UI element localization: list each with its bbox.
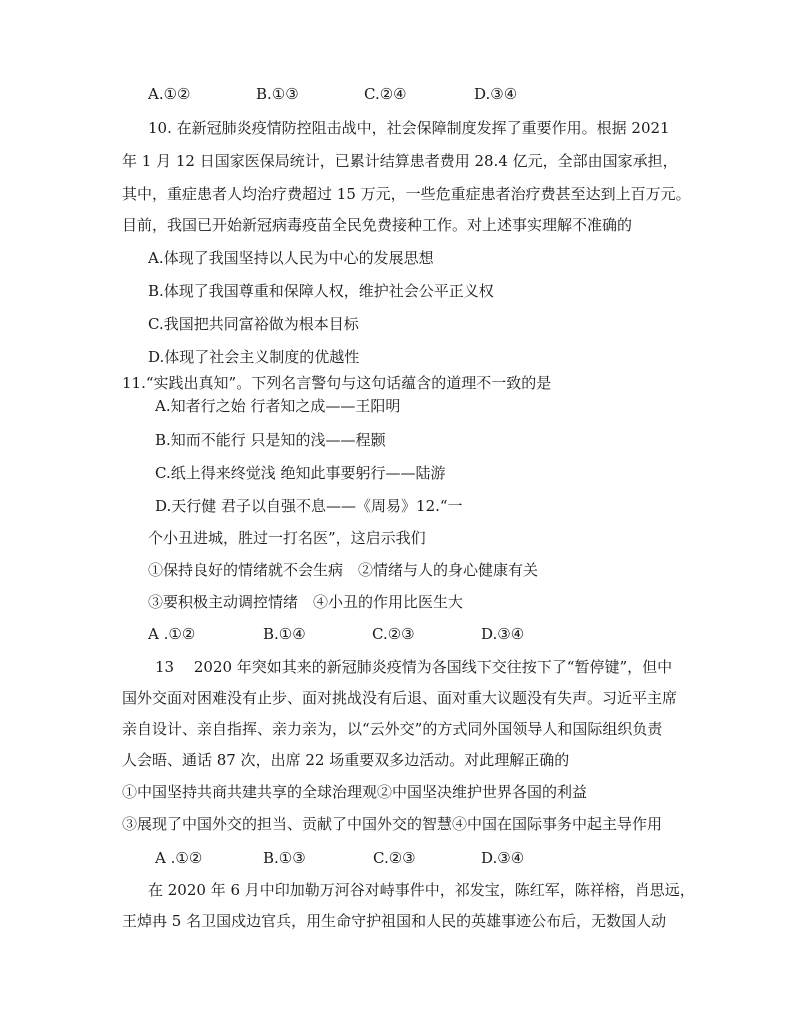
q10-option-a: A.体现了我国坚持以人民为中心的发展思想 — [148, 249, 434, 267]
option-a: A .①② — [148, 625, 196, 643]
q13-stem-line-1: 13 2020 年突如其来的新冠肺炎疫情为各国线下交往按下了“暂停键”，但中 — [155, 658, 673, 676]
option-d: D.③④ — [481, 849, 525, 867]
q11-option-c: C.纸上得来终觉浅 绝知此事要躬行——陆游 — [155, 464, 446, 482]
q10-option-d: D.体现了社会主义制度的优越性 — [148, 348, 360, 366]
q12-statements-1: ①保持良好的情绪就不会生病 ②情绪与人的身心健康有关 — [148, 561, 539, 579]
option-a: A.①② — [148, 85, 191, 103]
option-d: D.③④ — [474, 85, 518, 103]
q13-stem-line-4: 人会晤、通话 87 次，出席 22 场重要双多边活动。对此理解正确的 — [122, 751, 570, 769]
option-b: B.①③ — [263, 849, 306, 867]
q14-stem-line-1: 在 2020 年 6 月中印加勒万河谷对峙事件中，祁发宝，陈红军，陈祥榕，肖思远， — [148, 881, 695, 899]
option-d: D.③④ — [481, 625, 525, 643]
option-a: A .①② — [155, 849, 203, 867]
q10-stem-line-4: 目前，我国已开始新冠病毒疫苗全民免费接种工作。对上述事实理解不准确的 — [122, 216, 633, 234]
option-b: B.①③ — [256, 85, 299, 103]
q12-statements-2: ③要积极主动调控情绪 ④小丑的作用比医生大 — [148, 593, 464, 611]
q10-stem-line-1: 10. 在新冠肺炎疫情防控阻击战中，社会保障制度发挥了重要作用。根据 2021 — [148, 119, 670, 137]
option-c: C.②④ — [364, 85, 407, 103]
q12-stem: 个小丑进城，胜过一打名医”，这启示我们 — [148, 529, 426, 547]
option-c: C.②③ — [372, 625, 415, 643]
q11-stem: 11.“实践出真知”。下列名言警句与这句话蕴含的道理不一致的是 — [122, 374, 552, 392]
q13-stem-line-3: 亲自设计、亲自指挥、亲力亲为，以“云外交”的方式同外国领导人和国际组织负责 — [122, 720, 663, 738]
option-c: C.②③ — [373, 849, 416, 867]
q13-statements-2: ③展现了中国外交的担当、贡献了中国外交的智慧④中国在国际事务中起主导作用 — [122, 815, 663, 833]
q11-option-b: B.知而不能行 只是知的浅——程颢 — [155, 431, 386, 449]
q10-option-c: C.我国把共同富裕做为根本目标 — [148, 315, 359, 333]
q14-stem-line-2: 王焯冉 5 名卫国戍边官兵，用生命守护祖国和人民的英雄事迹公布后，无数国人动 — [122, 912, 667, 930]
q10-option-b: B.体现了我国尊重和保障人权，维护社会公平正义权 — [148, 282, 494, 300]
q13-statements-1: ①中国坚持共商共建共享的全球治理观②中国坚决维护世界各国的利益 — [122, 783, 588, 801]
q13-stem-line-2: 国外交面对困难没有止步、面对挑战没有后退、面对重大议题没有失声。习近平主席 — [122, 689, 678, 707]
q11-option-a: A.知者行之始 行者知之成——王阳明 — [155, 397, 401, 415]
q11-option-d: D.天行健 君子以自强不息——《周易》12.“一 — [155, 497, 463, 515]
q10-stem-line-2: 年 1 月 12 日国家医保局统计，已累计结算患者费用 28.4 亿元，全部由国家承担， — [122, 152, 678, 170]
option-b: B.①④ — [263, 625, 306, 643]
q10-stem-line-3: 其中，重症患者人均治疗费超过 15 万元，一些危重症患者治疗费甚至达到上百万元。 — [122, 185, 691, 203]
